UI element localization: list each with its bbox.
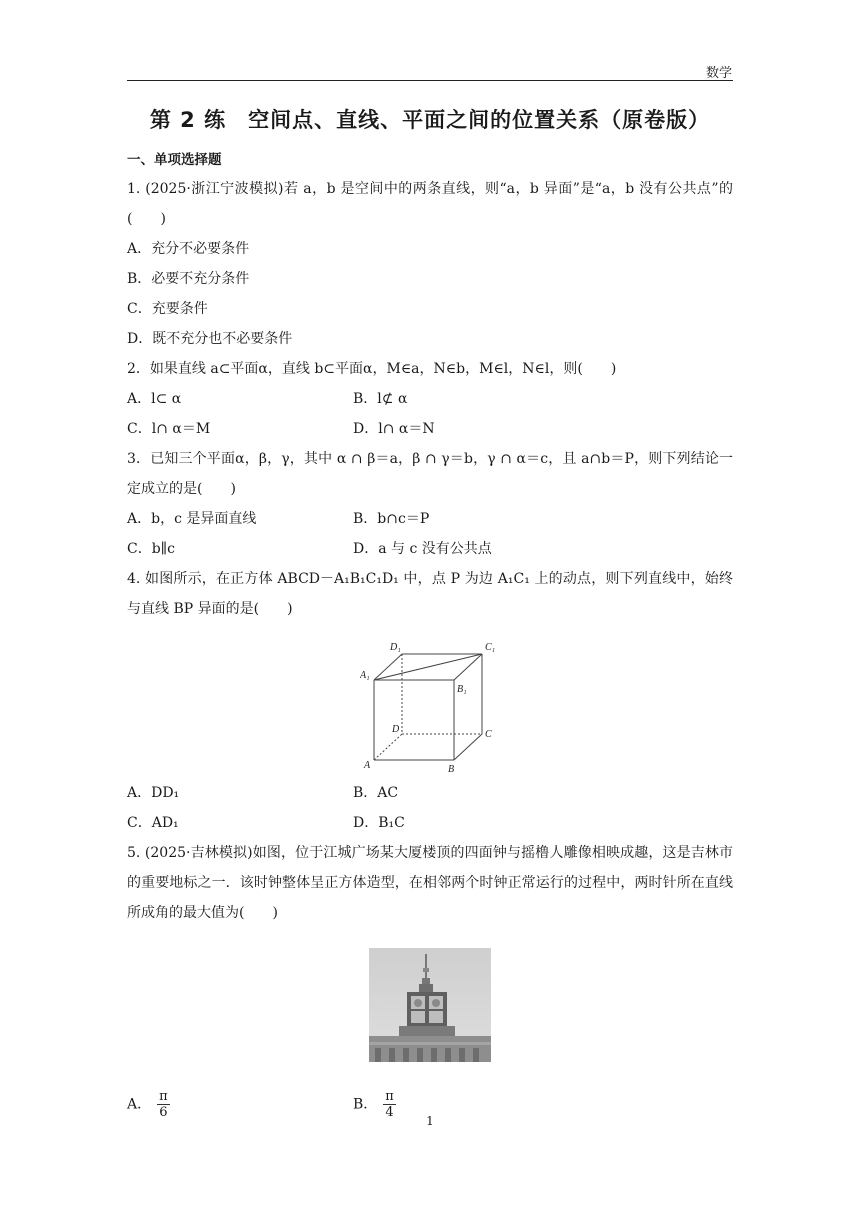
question-4-option-c: C．AD₁ [127,815,179,831]
question-2-option-b: B．l⊄ α [353,391,408,407]
question-2-option-c: C．l∩ α＝M [127,421,211,437]
vertex-label-c: C [485,729,492,740]
question-4-stem: 4. 如图所示，在正方体 ABCD－A₁B₁C₁D₁ 中，点 P 为边 A₁C₁ 上的动点，则下列直线中，始终与直线 BP 异面的是( ) [127,571,733,617]
question-1-option-a: A．充分不必要条件 [127,241,250,257]
fraction-numerator: π [159,1088,168,1104]
question-4-option-d: D．B₁C [353,815,405,831]
question-4-options-row-2 [127,808,733,838]
vertex-label-d: D [392,724,400,735]
question-2-option-d: D．l∩ α＝N [353,421,435,437]
page-title: 第 2 练 空间点、直线、平面之间的位置关系（原卷版） [149,108,711,132]
question-1-stem: 1. (2025·浙江宁波模拟)若 a，b 是空间中的两条直线，则“a，b 异面”是“a，b 没有公共点”的( ) [127,181,733,227]
vertex-label-d1: D₁ [390,642,401,653]
question-2-options-row-1 [127,384,733,414]
question-3-option-b: B．b∩c＝P [353,511,430,527]
section-heading: 一、单项选择题 [127,152,222,168]
question-2-options-row-2 [127,414,733,444]
question-1-option-c: C．充要条件 [127,301,208,317]
question-3-option-d: D．a 与 c 没有公共点 [353,541,492,557]
question-3-options-row-1 [127,504,733,534]
vertex-label-a: A [364,760,371,771]
question-3-option-a: A．b，c 是异面直线 [127,511,257,527]
fraction-denominator: 6 [159,1104,168,1120]
question-4-option-a: A．DD₁ [127,785,180,801]
question-3-option-c: C．b∥c [127,541,175,557]
question-5-stem: 5. (2025·吉林模拟)如图，位于江城广场某大厦楼顶的四面钟与摇橹人雕像相映成趣，这是吉林市的重要地标之一．该时钟整体呈正方体造型，在相邻两个时钟正常运行的过程中，两时针所在直线所成角的最大值为( ) [127,845,733,921]
cube-figure [360,634,500,774]
fraction-numerator: π [385,1088,394,1104]
question-2-stem: 2．如果直线 a⊂平面α，直线 b⊂平面α，M∈a，N∈b，M∈l，N∈l，则( ) [127,361,617,377]
header-rule [127,80,733,81]
question-3-stem: 3．已知三个平面α，β，γ，其中 α ∩ β＝a，β ∩ γ＝b，γ ∩ α＝c，且 a∩b＝P，则下列结论一定成立的是( ) [127,451,733,497]
question-2-option-a: A．l⊂ α [127,391,182,407]
question-1-option-b: B．必要不充分条件 [127,271,250,287]
header-subject: 数学 [705,66,732,81]
clock-tower-photo [369,948,491,1062]
page-number: 1 [426,1114,434,1128]
vertex-label-c1: C₁ [485,642,496,653]
question-5-option-a-prefix: A． [127,1096,152,1112]
fraction-denominator: 4 [385,1104,394,1120]
vertex-label-a1: A₁ [360,670,370,681]
vertex-label-b: B [448,764,455,774]
question-3-options-row-2 [127,534,733,564]
question-5-option-b-prefix: B． [353,1096,378,1112]
document-body [127,148,733,1124]
question-4-option-b: B．AC [353,785,399,801]
vertex-label-b1: B₁ [457,684,467,695]
question-1-option-d: D．既不充分也不必要条件 [127,331,293,347]
question-4-options-row-1 [127,778,733,808]
